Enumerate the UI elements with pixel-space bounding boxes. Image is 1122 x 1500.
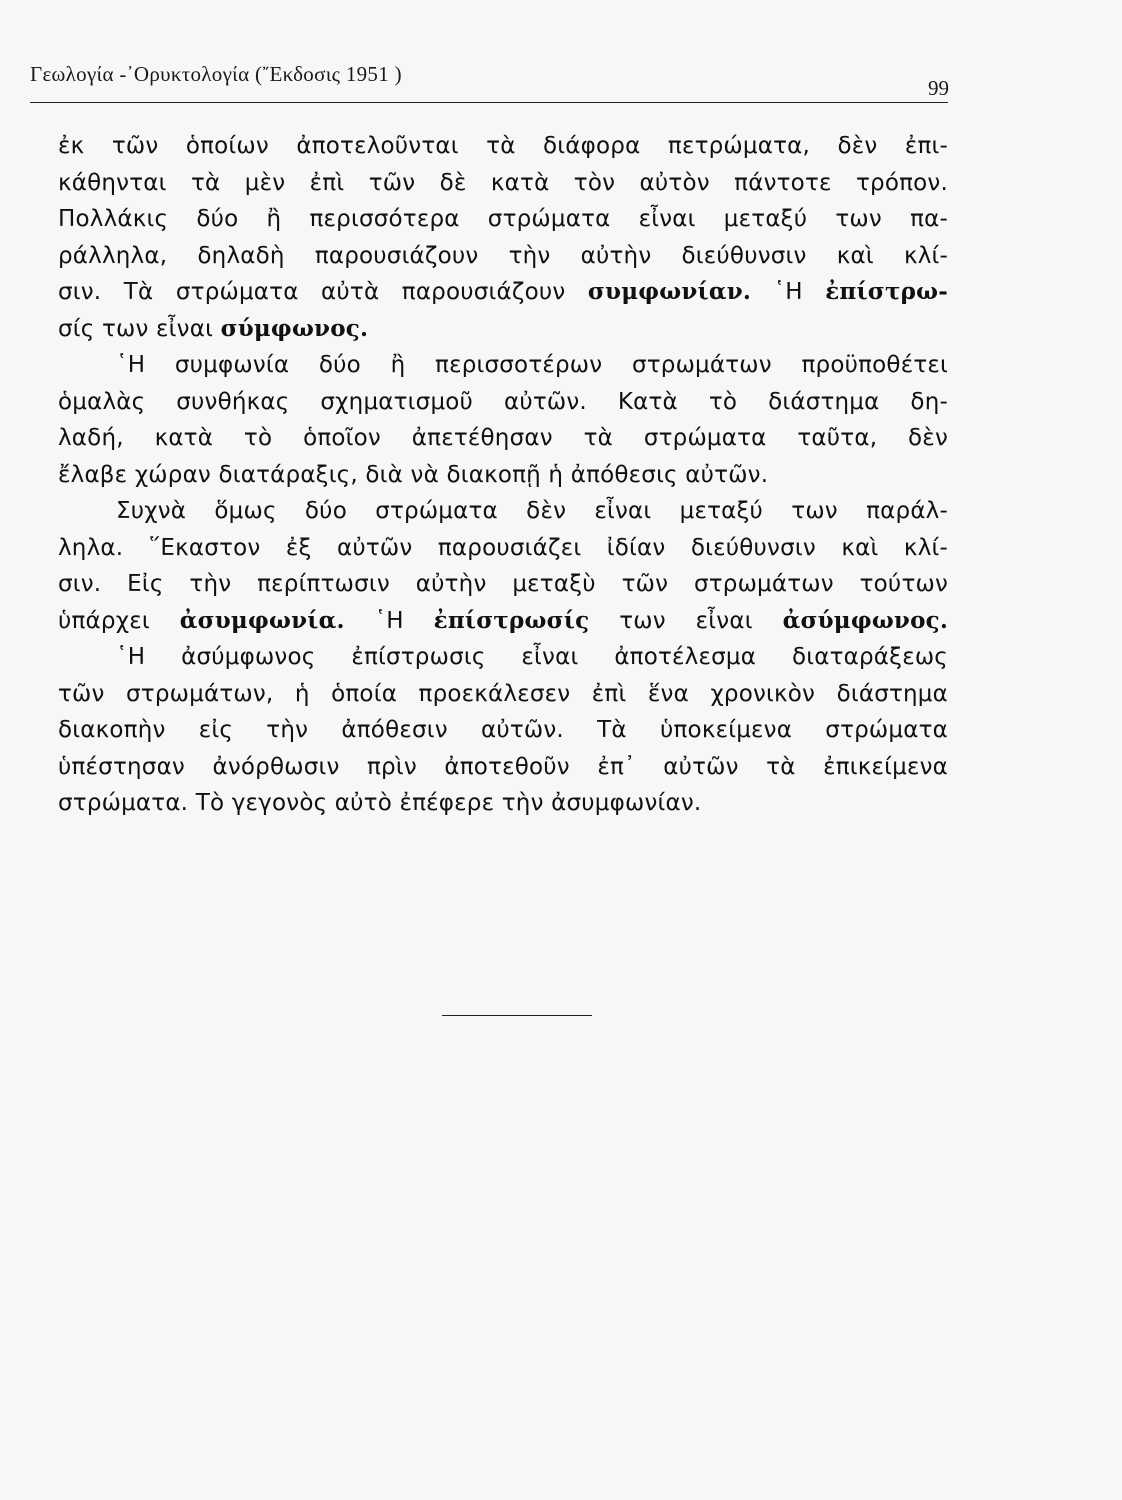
term-bold: ἀσυμφωνία. [179, 606, 345, 634]
text-line [58, 603, 948, 640]
text-line: ἔλαβε χώραν διατάραξις, διὰ νὰ διακοπῇ ἡ ἀπόθεσις αὐτῶν. [58, 461, 769, 488]
text-line: στρώματα. Τὸ γεγονὸς αὐτὸ ἐπέφερε τὴν ἀσυμφωνίαν. [58, 790, 702, 816]
text-run: ὑπάρχει [58, 607, 150, 634]
text-run: ῾Η [773, 279, 803, 305]
text-line: διακοπὴν εἰς τὴν ἀπόθεσιν αὐτῶν. Τὰ ὑποκείμενα στρώματα [58, 717, 948, 743]
term-bold: συμφωνίαν. [587, 278, 752, 305]
term-bold: σύμφωνος. [220, 314, 369, 342]
text-line: ἐκ τῶν ὁποίων ἀποτελοῦνται τὰ διάφορα πετρώματα, δὲν ἐπι- [58, 133, 948, 159]
body-text [58, 128, 948, 822]
term-bold: ἐπίστρωσίς [433, 606, 590, 634]
section-end-rule [442, 1015, 592, 1016]
text-line [58, 274, 948, 311]
text-line: κάθηνται τὰ μὲν ἐπὶ τῶν δὲ κατὰ τὸν αὐτὸν πάντοτε τρόπον. [58, 169, 948, 196]
text-line: ὁμαλὰς συνθήκας σχηματισμοῦ αὐτῶν. Κατὰ τὸ διάστημα δη- [58, 388, 948, 415]
text-line: ὑπέστησαν ἀνόρθωσιν πρὶν ἀποτεθοῦν ἐπ᾿ αὐτῶν τὰ ἐπικείμενα [58, 753, 948, 780]
text-run: των εἶναι [101, 315, 214, 342]
text-line: λαδή, κατὰ τὸ ὁποῖον ἀπετέθησαν τὰ στρώματα ταῦτα, δὲν [58, 425, 948, 451]
text-run: ῾Η [374, 607, 404, 634]
page-number: 99 [928, 76, 949, 100]
text-line: τῶν στρωμάτων, ἡ ὁποία προεκάλεσεν ἐπὶ ἕνα χρονικὸν διάστημα [58, 680, 948, 707]
text-line: Πολλάκις δύο ἢ περισσότερα στρώματα εἶναι μεταξύ των πα- [58, 206, 948, 232]
text-run: των εἶναι [619, 607, 753, 634]
text-run: σιν. Τὰ στρώματα αὐτὰ παρουσιάζουν [58, 279, 566, 305]
header-rule [30, 102, 948, 103]
text-line: σιν. Εἰς τὴν περίπτωσιν αὐτὴν μεταξὺ τῶν στρωμάτων τούτων [58, 571, 948, 597]
text-line: ῾Η συμφωνία δύο ἢ περισσοτέρων στρωμάτων προϋποθέτει [116, 352, 948, 378]
term-bold: ἐπίστρω- [825, 278, 948, 305]
text-line: Συχνὰ ὅμως δύο στρώματα δὲν εἶναι μεταξύ των παράλ- [116, 498, 948, 524]
text-run: σίς [58, 315, 95, 342]
text-line: ληλα. ῞Εκαστον ἐξ αὐτῶν παρουσιάζει ἰδίαν διεύθυνσιν καὶ κλί- [58, 534, 948, 561]
term-bold: ἀσύμφωνος. [782, 606, 949, 634]
text-line [58, 311, 948, 348]
text-line: ράλληλα, δηλαδὴ παρουσιάζουν τὴν αὐτὴν διεύθυνσιν καὶ κλί- [58, 242, 948, 269]
text-line: ῾Η ἀσύμφωνος ἐπίστρωσις εἶναι ἀποτέλεσμα διαταράξεως [116, 644, 948, 670]
running-title: Γεωλογία -᾿Ορυκτολογία (῎Εκδοσις 1951 ) [30, 62, 402, 86]
